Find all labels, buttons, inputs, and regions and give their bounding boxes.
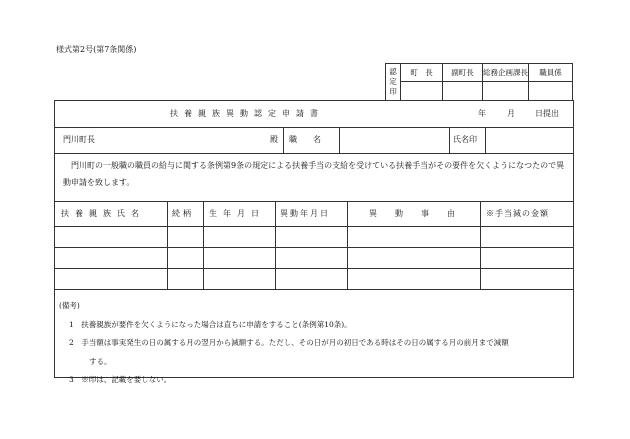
date-month-label: 月 xyxy=(507,109,515,118)
stamp-label-text: 認定印 xyxy=(389,67,397,96)
header-birth-date: 生年月日 xyxy=(209,209,265,218)
row-divider xyxy=(55,201,573,202)
col-divider xyxy=(167,201,168,289)
approval-stamp-box-staff-section[interactable] xyxy=(529,82,573,101)
approval-stamp-box-general-affairs-chief[interactable] xyxy=(483,82,529,101)
row-divider xyxy=(55,153,573,154)
approval-header-general-affairs-chief: 総務企画課長 xyxy=(483,64,529,82)
seal-mark: 殿 xyxy=(270,135,278,144)
approval-stamp-box-mayor[interactable] xyxy=(401,82,443,101)
col-divider xyxy=(203,201,204,289)
approval-header-deputy-mayor: 副町長 xyxy=(443,64,483,82)
name-seal-field[interactable] xyxy=(486,128,574,152)
approval-header-mayor: 町 長 xyxy=(401,64,443,82)
application-statement: 門川町の一般職の職員の給与に関する条例第9条の規定による扶養手当の支給を受けている扶養手当がその要件を欠くようになつたので異動申請を致します。 xyxy=(63,161,565,187)
approval-header-staff-section: 職員係 xyxy=(529,64,573,82)
remarks-heading: (備考) xyxy=(59,301,80,310)
application-form xyxy=(54,100,574,384)
header-allowance-reduction: ※手当減の金額 xyxy=(486,209,549,218)
addressee: 門川町長 xyxy=(63,135,95,144)
remarks xyxy=(59,297,509,390)
col-divider xyxy=(480,201,481,289)
header-dependent-name: 扶養親族氏名 xyxy=(61,209,145,218)
remark-item-continuation: する。 xyxy=(89,356,112,366)
name-seal-label: 氏名印 xyxy=(453,135,477,144)
col-divider xyxy=(449,127,450,153)
approval-stamp-table xyxy=(385,63,573,101)
row-divider xyxy=(55,268,573,269)
approval-stamp-box-deputy-mayor[interactable] xyxy=(443,82,483,101)
col-divider xyxy=(283,127,284,153)
form-number: 様式第2号(第7条関係) xyxy=(56,45,137,54)
job-title-field[interactable] xyxy=(340,128,448,152)
col-divider xyxy=(347,201,348,289)
remark-item: 1 扶養親族が要件を欠くようになった場合は直ちに申請をすること(条例第10条)。 xyxy=(69,319,352,329)
header-change-date: 異動年月日 xyxy=(280,209,330,218)
date-year-label: 年 xyxy=(478,109,486,118)
remark-item: 2 手当額は事実発生の日の属する月の翌月から減額する。ただし、その日が月の初日である時はその日の属する月の前月まで減額 xyxy=(69,338,509,347)
col-divider xyxy=(275,201,276,289)
remark-item: 3 ※印は、記載を要しない。 xyxy=(69,375,172,384)
job-title-label: 職 名 xyxy=(289,135,325,144)
header-change-reason: 異動事由 xyxy=(369,209,473,218)
row-divider xyxy=(55,289,573,290)
form-title: 扶養親族異動認定申請書 xyxy=(170,109,324,118)
date-submitted-label: 日提出 xyxy=(535,109,559,118)
approval-stamp-label xyxy=(386,64,401,101)
row-divider xyxy=(55,226,573,227)
header-relationship: 続柄 xyxy=(172,209,194,218)
row-divider xyxy=(55,247,573,248)
